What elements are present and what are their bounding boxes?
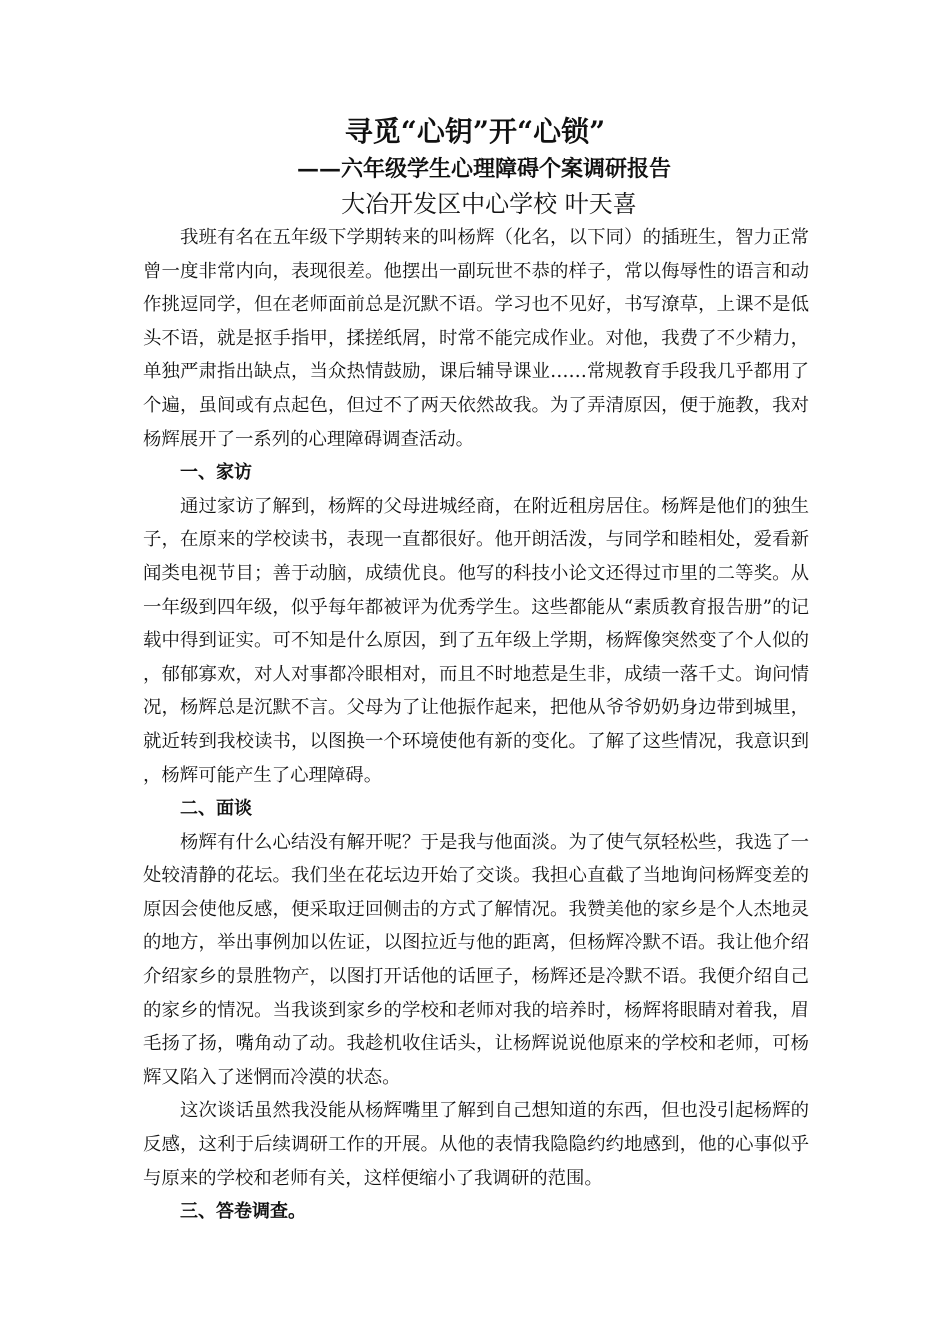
interview-paragraph: 杨辉有什么心结没有解开呢？于是我与他面淡。为了使气氛轻松些，我选了一处较清静的花坛。我们坐在花坛边开始了交谈。我担心直截了当地询问杨辉变差的原因会使他反感，便采取迂回侧击的方式了解情况。我赞美他的家乡是个人杰地灵的地方，举出事例加以佐证，以图拉近与他的距离，但杨辉冷默不语。我让他介绍介绍家乡的景胜物产，以图打开话他的话匣子，杨辉还是冷默不语。我便介绍自己的家乡的情况。当我谈到家乡的学校和老师对我的培养时，杨辉将眼睛对着我，眉毛扬了扬，嘴角动了动。我趁机收住话头，让杨辉说说他原来的学校和老师，可杨辉又陷入了迷惘而冷漠的状态。 [143,831,809,1088]
document-title: 寻觅“心钥”开“心锁” [344,115,606,148]
document-author: 大冶开发区中心学校 叶天喜 [341,190,637,218]
intro-paragraph: 我班有名在五年级下学期转来的叫杨辉（化名，以下同）的插班生，智力正常曾一度非常内向，表现很差。他摆出一副玩世不恭的样子，常以侮辱性的语言和动作挑逗同学，但在老师面前总是沉默不语。学习也不见好，书写潦草，上课不是低头不语，就是抠手指甲，揉搓纸屑，时常不能完成作业。对他，我费了不少精力，单独严肃指出缺点，当众热情鼓励，课后辅导课业……常规教育手段我几乎都用了个遍，虽间或有点起色，但过不了两天依然故我。为了弄清原因，便于施教，我对杨辉展开了一系列的心理障碍调查活动。 [143,227,809,450]
section-heading-interview: 二、面谈 [180,798,252,820]
section-heading-questionnaire: 三、答卷调查。 [180,1201,306,1223]
document-subtitle: ——六年级学生心理障碍个案调研报告 [296,156,671,182]
home-visit-paragraph: 通过家访了解到，杨辉的父母进城经商，在附近租房居住。杨辉是他们的独生子，在原来的学校读书，表现一直都很好。他开朗活泼，与同学和睦相处，爱看新闻类电视节目；善于动脑，成绩优良。他写的科技小论文还得过市里的二等奖。从一年级到四年级，似乎每年都被评为优秀学生。这些都能从“素质教育报告册”的记载中得到证实。可不知是什么原因，到了五年级上学期，杨辉像突然变了个人似的，郁郁寡欢，对人对事都冷眼相对，而且不时地惹是生非，成绩一落千丈。询问情况，杨辉总是沉默不言。父母为了让他振作起来，把他从爷爷奶奶身边带到城里，就近转到我校读书，以图换一个环境使他有新的变化。了解了这些情况，我意识到，杨辉可能产生了心理障碍。 [143,495,809,786]
section-heading-home-visit: 一、家访 [180,462,252,484]
interview-followup-paragraph: 这次谈话虽然我没能从杨辉嘴里了解到自己想知道的东西，但也没引起杨辉的反感，这利于后续调研工作的开展。从他的表情我隐隐约约地感到，他的心事似乎与原来的学校和老师有关，这样便缩小了我调研的范围。 [143,1100,809,1189]
document-body [143,221,809,1229]
